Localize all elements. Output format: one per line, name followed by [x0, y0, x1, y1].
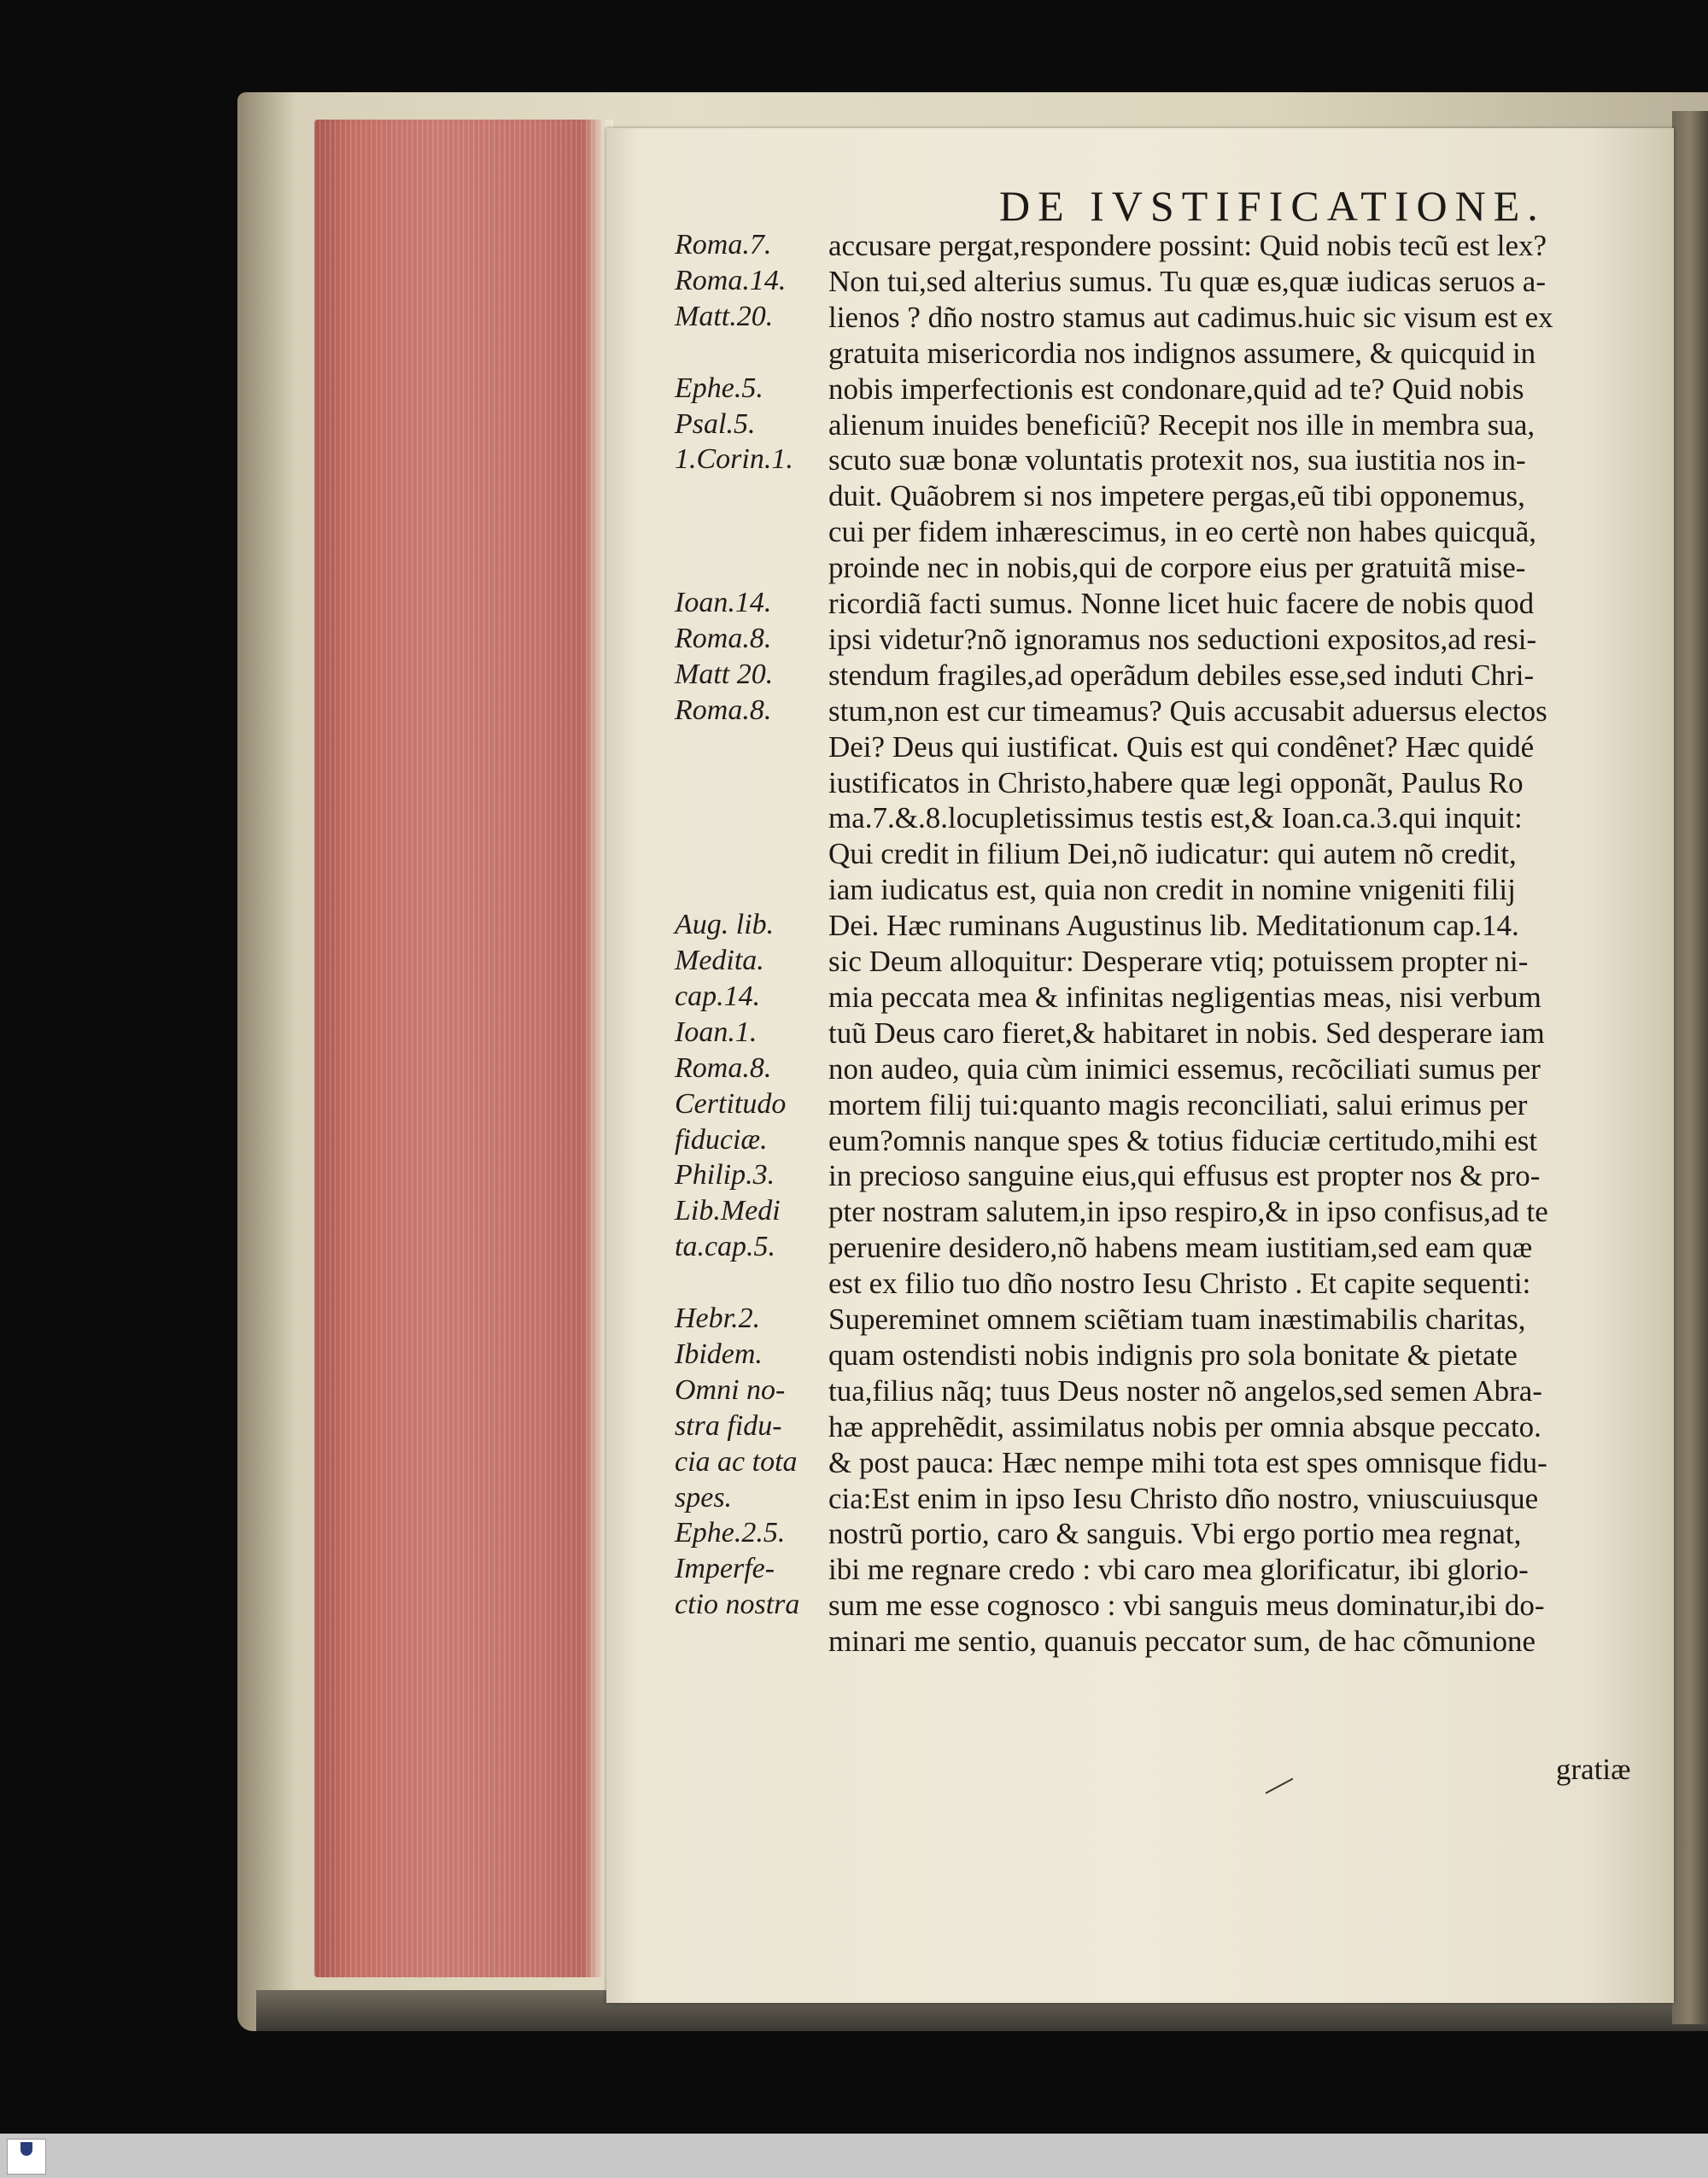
margin-note: Matt.20.: [675, 300, 774, 332]
text-line: sum me esse cognosco : vbi sanguis meus dominatur,ibi do-: [828, 1589, 1545, 1623]
text-line: nobis imperfectionis est condonare,quid ad te? Quid nobis: [828, 372, 1524, 406]
text-line: ipsi videtur?nõ ignoramus nos seductioni expositos,ad resi-: [828, 622, 1537, 656]
text-line: mia peccata mea & infinitas negligentias meas, nisi verbum: [828, 980, 1541, 1014]
margin-note: ta.cap.5.: [675, 1231, 776, 1263]
text-line: non audeo, quia cùm inimici essemus, recõciliati sumus per: [828, 1051, 1541, 1086]
text-line: in precioso sanguine eius,qui effusus est propter nos & pro-: [828, 1159, 1541, 1193]
text-line: mortem filij tui:quanto magis reconciliati, salui erimus per: [828, 1087, 1528, 1121]
margin-note: Ioan.14.: [675, 587, 772, 618]
text-line: ricordiã facti sumus. Nonne licet huic facere de nobis quod: [828, 587, 1535, 620]
text-line: Non tui,sed alterius sumus. Tu quæ es,quæ iudicas seruos a-: [828, 264, 1546, 298]
red-page-edges: [314, 120, 613, 1977]
facing-page-edge: [1672, 111, 1708, 2024]
text-line: minari me sentio, quanuis peccator sum, de hac cõmunione: [828, 1625, 1536, 1659]
footer-bar: [0, 2134, 1708, 2178]
text-line: nostrũ portio, caro & sanguis. Vbi ergo portio mea regnat,: [828, 1517, 1522, 1551]
margin-note: 1.Corin.1.: [675, 443, 793, 476]
margin-note: Imperfe-: [675, 1553, 775, 1585]
text-line: Qui credit in filium Dei,nõ iudicatur: qui autem nõ credit,: [828, 837, 1517, 871]
margin-note: Roma.8.: [675, 622, 772, 654]
margin-note: Hebr.2.: [675, 1303, 761, 1334]
text-line: tua,filius nãq; tuus Deus noster nõ angelos,sed semen Abra-: [828, 1373, 1542, 1408]
margin-note: Aug. lib.: [675, 909, 775, 941]
running-head: DE IVSTIFICATIONE.: [999, 182, 1546, 230]
library-logo-icon: [7, 2139, 46, 2175]
text-line: lienos ? dño nostro stamus aut cadimus.huic sic visum est ex: [828, 300, 1553, 334]
margin-note: Matt 20.: [675, 658, 774, 690]
text-line: eum?omnis nanque spes & totius fiduciæ certitudo,mihi est: [828, 1123, 1538, 1157]
text-line: proinde nec in nobis,qui de corpore eius per gratuitã mise-: [828, 551, 1526, 585]
text-line: duit. Quãobrem si nos impetere pergas,eũ tibi opponemus,: [828, 479, 1525, 513]
text-line: alienum inuides beneficiũ? Recepit nos ille in membra sua,: [828, 407, 1535, 442]
text-line: peruenire desidero,nõ habens meam iustitiam,sed eam quæ: [828, 1231, 1533, 1265]
text-line: gratuita misericordia nos indignos assumere, & quicquid in: [828, 336, 1536, 370]
margin-note: cia ac tota: [675, 1445, 798, 1478]
text-line: Dei. Hæc ruminans Augustinus lib. Meditationum cap.14.: [828, 909, 1519, 943]
margin-note: Lib.Medi: [675, 1195, 781, 1227]
margin-note: Ioan.1.: [675, 1016, 757, 1048]
text-line: ibi me regnare credo : vbi caro mea glorificatur, ibi glorio-: [828, 1553, 1529, 1587]
margin-note: stra fidu-: [675, 1409, 782, 1442]
margin-note: Roma.14.: [675, 264, 787, 296]
margin-note: Psal.5.: [675, 407, 756, 440]
margin-note: cap.14.: [675, 980, 761, 1012]
text-line: hæ apprehẽdit, assimilatus nobis per omnia absque peccato.: [828, 1409, 1541, 1443]
text-line: iustificatos in Christo,habere quæ legi opponãt, Paulus Ro: [828, 765, 1524, 799]
margin-note: Roma.8.: [675, 694, 772, 726]
text-line: est ex filio tuo dño nostro Iesu Christo . Et capite sequenti:: [828, 1267, 1531, 1301]
text-line: scuto suæ bonæ voluntatis protexit nos, sua iustitia nos in-: [828, 443, 1526, 477]
margin-note: Roma.8.: [675, 1051, 772, 1084]
margin-note: Roma.7.: [675, 229, 772, 261]
margin-note: Ephe.2.5.: [675, 1517, 786, 1549]
text-line: tuũ Deus caro fieret,& habitaret in nobis. Sed desperare iam: [828, 1016, 1545, 1050]
margin-note: spes.: [675, 1481, 733, 1513]
text-line: ma.7.&.8.locupletissimus testis est,& Ioan.ca.3.qui inquit:: [828, 801, 1523, 835]
text-line: stendum fragiles,ad operãdum debiles esse,sed induti Chri-: [828, 658, 1535, 692]
text-line: Dei? Deus qui iustificat. Quis est qui condênet? Hæc quidé: [828, 729, 1535, 764]
text-line: Supereminet omnem sciẽtiam tuam inæstimabilis charitas,: [828, 1303, 1526, 1336]
margin-note: Certitudo: [675, 1087, 787, 1120]
catchword: gratiæ: [1556, 1753, 1631, 1786]
margin-note: Ibidem.: [675, 1338, 763, 1370]
margin-note: ctio nostra: [675, 1589, 800, 1621]
text-line: quam ostendisti nobis indignis pro sola bonitate & pietate: [828, 1338, 1518, 1372]
text-line: cia:Est enim in ipso Iesu Christo dño nostro, vniuscuiusque: [828, 1481, 1539, 1515]
text-line: & post pauca: Hæc nempe mihi tota est spes omnisque fidu-: [828, 1445, 1547, 1479]
text-line: cui per fidem inhærescimus, in eo certè non habes quicquã,: [828, 515, 1537, 549]
text-line: iam iudicatus est, quia non credit in nomine vnigeniti filij: [828, 873, 1516, 907]
text-line: stum,non est cur timeamus? Quis accusabit aduersus electos: [828, 694, 1547, 728]
margin-note: fiduciæ.: [675, 1123, 768, 1156]
text-line: sic Deum alloquitur: Desperare vtiq; potuissem propter ni-: [828, 945, 1529, 978]
text-line: pter nostram salutem,in ipso respiro,& in ipso confisus,ad te: [828, 1195, 1548, 1229]
margin-note: Ephe.5.: [675, 372, 763, 404]
margin-note: Medita.: [675, 945, 764, 976]
margin-note: Philip.3.: [675, 1159, 775, 1191]
text-line: accusare pergat,respondere possint: Quid nobis tecũ est lex?: [828, 229, 1547, 262]
margin-note: Omni no-: [675, 1373, 786, 1406]
